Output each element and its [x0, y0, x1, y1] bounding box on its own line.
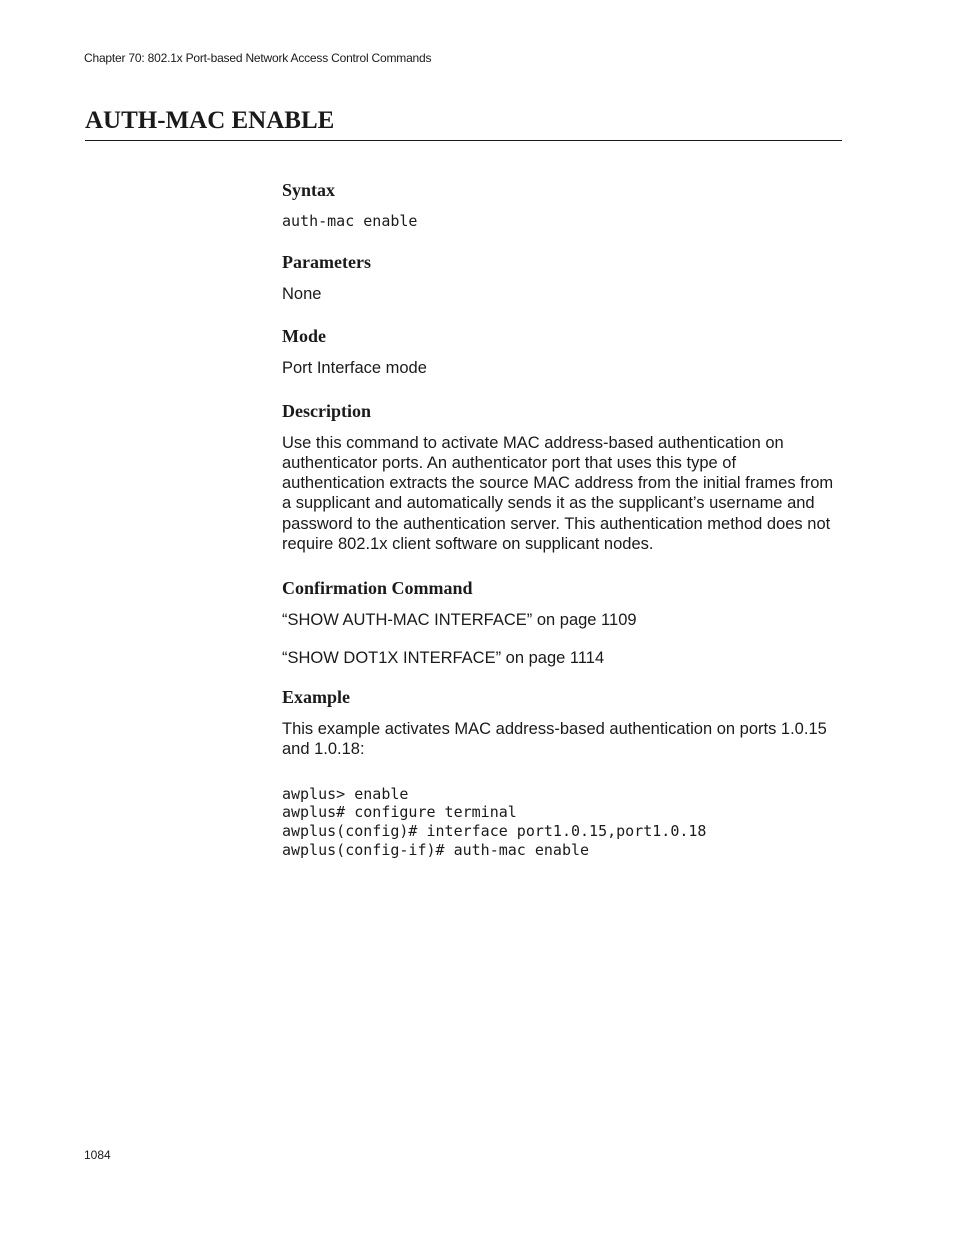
page-title: AUTH-MAC ENABLE	[85, 107, 335, 134]
example-text: This example activates MAC address-based authentication on ports 1.0.15 and 1.0.18:	[282, 719, 827, 759]
content	[282, 178, 842, 859]
parameters-heading: Parameters	[282, 252, 371, 272]
code-line: awplus(config-if)# auth-mac enable	[282, 840, 590, 859]
mode-heading: Mode	[282, 326, 326, 347]
confirmation-ref: “SHOW DOT1X INTERFACE” on page 1114	[282, 648, 605, 667]
mode-text: Port Interface mode	[282, 359, 427, 378]
description-heading: Description	[282, 400, 371, 421]
example-code-block	[282, 785, 842, 860]
page-number: 1084	[84, 1148, 111, 1162]
confirmation-heading: Confirmation Command	[282, 578, 473, 599]
code-line: awplus> enable	[282, 784, 409, 803]
example-heading: Example	[282, 686, 351, 707]
description-text: Use this command to activate MAC address-based authentication on authenticator ports. An authenticator port that uses this type of authentication extracts the source MAC address from the initial frames from a supplicant and automatically sends it as the supplicant’s username and password to the authentication server. This authentication method does not require 802.1x client software on supplicant nodes.	[282, 433, 834, 554]
confirmation-ref: “SHOW AUTH-MAC INTERFACE” on page 1109	[282, 611, 637, 630]
running-header: Chapter 70: 802.1x Port-based Network Access Control Commands	[84, 51, 432, 65]
syntax-heading: Syntax	[282, 180, 336, 200]
syntax-code: auth-mac enable	[282, 212, 418, 230]
code-line: awplus# configure terminal	[282, 803, 517, 822]
parameters-text: None	[282, 285, 322, 303]
title-rule	[85, 140, 842, 141]
code-line: awplus(config)# interface port1.0.15,port1.0.18	[282, 821, 707, 840]
